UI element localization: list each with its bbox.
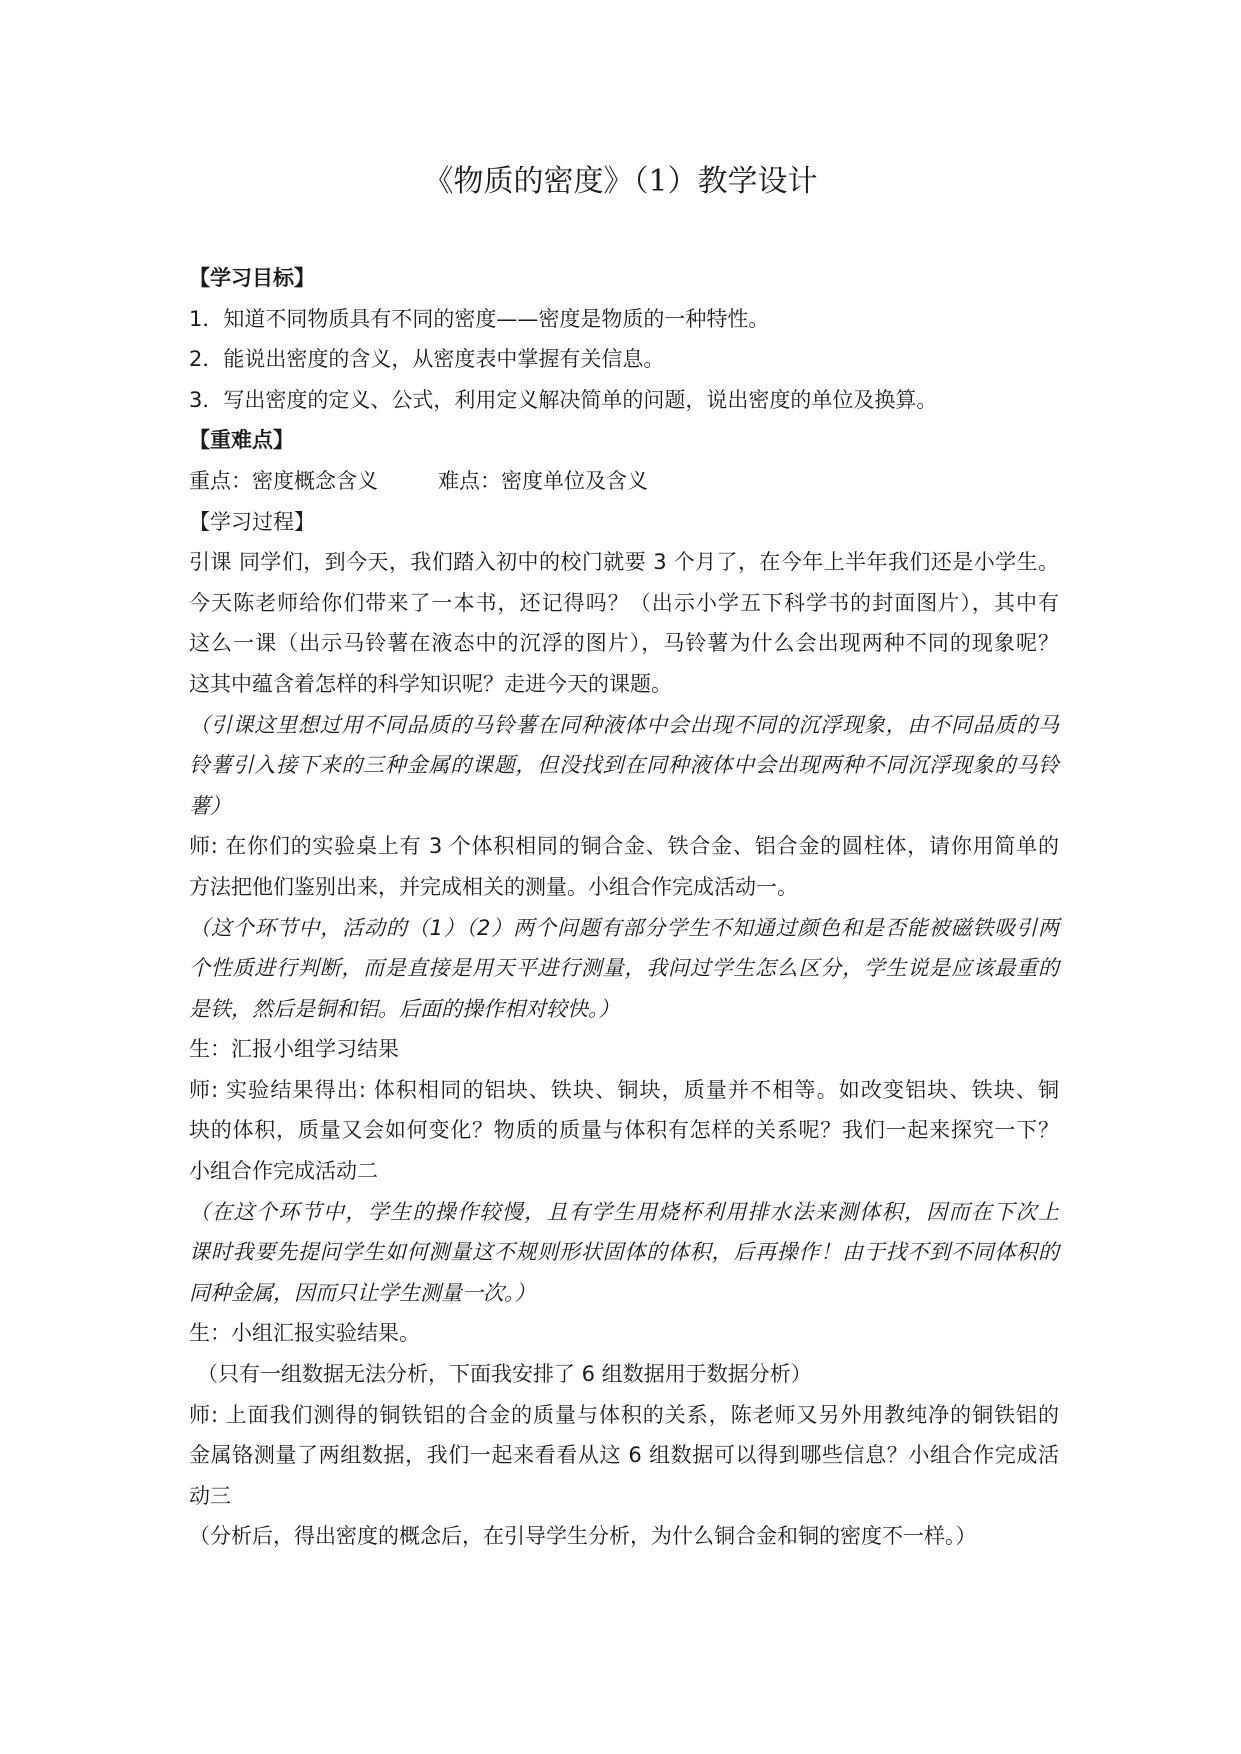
- difficult-point: 难点：密度单位及含义: [438, 468, 648, 493]
- keypoints-heading: 【重难点】: [189, 428, 294, 453]
- goal-item: 2．能说出密度的含义，从密度表中掌握有关信息。: [189, 347, 665, 372]
- paragraph-line: 金属铬测量了两组数据，我们一起来看看从这 6 组数据可以得到哪些信息？小组合作完成活: [189, 1443, 1059, 1468]
- goals-heading: 【学习目标】: [189, 266, 315, 290]
- teaching-note-line: 个性质进行判断，而是直接是用天平进行测量，我问过学生怎么区分，学生说是应该最重的: [189, 956, 1059, 981]
- paragraph-line: 这其中蕴含着怎样的科学知识呢？走进今天的课题。: [189, 671, 672, 696]
- teaching-note-line: 课时我要先提问学生如何测量这不规则形状固体的体积，后再操作！由于找不到不同体积的: [189, 1240, 1059, 1265]
- paragraph-line: 引课 同学们，到今天，我们踏入初中的校门就要 3 个月了，在今年上半年我们还是小学生。: [189, 550, 1059, 575]
- paragraph-line: 块的体积，质量又会如何变化？物质的质量与体积有怎样的关系呢？我们一起来探究一下？: [189, 1118, 1059, 1143]
- document-title: 《物质的密度》（1）教学设计: [423, 164, 818, 199]
- document-body: [189, 258, 1059, 1557]
- paragraph-line: 今天陈老师给你们带来了一本书，还记得吗？（出示小学五下科学书的封面图片），其中有: [189, 590, 1059, 615]
- process-heading: 【学习过程】: [189, 509, 315, 534]
- paragraph-line: [189, 1354, 1059, 1395]
- paragraph-line: 小组合作完成活动二: [189, 1159, 378, 1184]
- paragraph-line: 师: 在你们的实验桌上有 3 个体积相同的铜合金、铁合金、铝合金的圆柱体，请你用简单的: [189, 834, 1059, 859]
- teaching-note-line: （这个环节中，活动的（1）（2）两个问题有部分学生不知通过颜色和是否能被磁铁吸引两: [189, 915, 1059, 940]
- teaching-note-line: 薯）: [189, 793, 231, 818]
- key-point: 重点：密度概念含义: [189, 468, 378, 493]
- goal-item: 1．知道不同物质具有不同的密度——密度是物质的一种特性。: [189, 306, 770, 331]
- teaching-note-line: 是铁，然后是铜和铝。后面的操作相对较快。）: [189, 996, 620, 1021]
- teaching-note-line: 同种金属，因而只让学生测量一次。）: [189, 1280, 536, 1305]
- paragraph-line: 师: 实验结果得出: 体积相同的铝块、铁块、铜块，质量并不相等。如改变铝块、铁块、铜: [189, 1077, 1059, 1102]
- paragraph-line: 生：汇报小组学习结果: [189, 1037, 399, 1062]
- keypoints-line: [189, 461, 1059, 502]
- paragraph-line: 生：小组汇报实验结果。: [189, 1321, 420, 1346]
- paragraph-line: 师: 上面我们测得的铜铁铝的合金的质量与体积的关系，陈老师又另外用教纯净的铜铁铝的: [189, 1402, 1059, 1427]
- goal-item: 3．写出密度的定义、公式，利用定义解决简单的问题，说出密度的单位及换算。: [189, 387, 938, 412]
- teaching-note-line: （引课这里想过用不同品质的马铃薯在同种液体中会出现不同的沉浮现象，由不同品质的马: [189, 712, 1059, 737]
- paragraph-line: 这么一课（出示马铃薯在液态中的沉浮的图片），马铃薯为什么会出现两种不同的现象呢？: [189, 631, 1059, 656]
- paragraph-line: 动三: [189, 1483, 231, 1508]
- paragraph-text: （只有一组数据无法分析，下面我安排了 6 组数据用于数据分析）: [197, 1362, 812, 1387]
- teaching-note-line: （在这个环节中，学生的操作较慢，且有学生用烧杯利用排水法来测体积，因而在下次上: [189, 1199, 1059, 1224]
- teaching-note-line: 铃薯引入接下来的三种金属的课题，但没找到在同种液体中会出现两种不同沉浮现象的马铃: [189, 753, 1059, 778]
- paragraph-line: （分析后，得出密度的概念后，在引导学生分析，为什么铜合金和铜的密度不一样。）: [189, 1524, 977, 1549]
- paragraph-line: 方法把他们鉴别出来，并完成相关的测量。小组合作完成活动一。: [189, 874, 798, 899]
